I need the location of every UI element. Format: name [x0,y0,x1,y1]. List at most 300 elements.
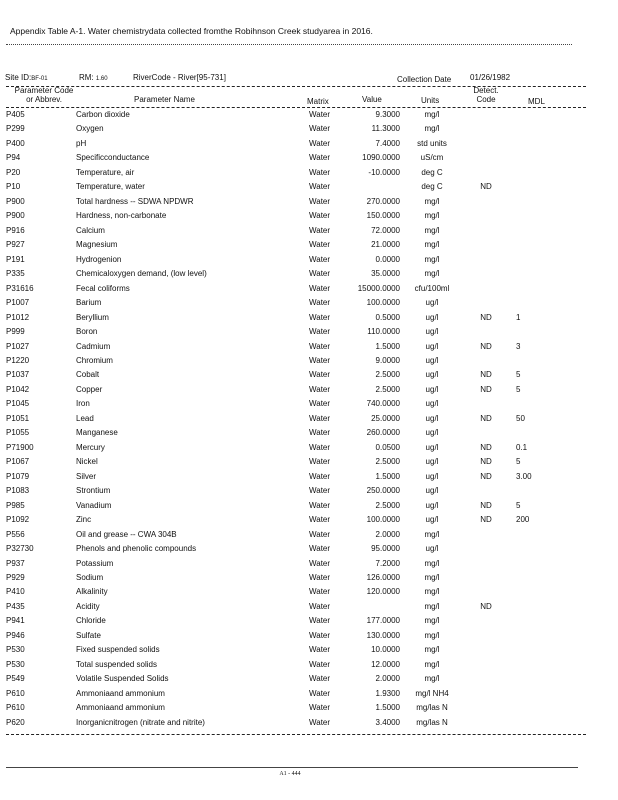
row-value: 250.0000 [366,486,400,496]
header-value: Value [362,95,382,104]
row-units: ug/l [425,413,439,423]
row-value: 2.5000 [375,370,400,380]
site-id [5,73,48,82]
row-param-code: P610 [6,703,25,713]
row-param-code: P1007 [6,298,30,308]
row-matrix: Water [309,341,331,351]
row-param-name: Chromium [76,355,113,365]
row-param-name: Chloride [76,616,106,626]
row-param-code: P1092 [6,515,30,525]
row-param-code: P1042 [6,384,30,394]
row-value: 7.4000 [375,138,400,148]
table-row [0,166,618,180]
row-value: 740.0000 [366,399,400,409]
table-row [0,571,618,585]
row-param-code: P556 [6,529,25,539]
row-units: ug/l [425,399,439,409]
row-matrix: Water [309,587,331,597]
row-units: ug/l [425,312,439,322]
row-detect-code: ND [480,471,492,481]
row-param-name: Temperature, air [76,167,135,177]
header-detect [468,86,504,104]
row-units: mg/l [424,674,440,684]
table-row [0,397,618,411]
title-divider [6,44,572,45]
row-units: ug/l [425,341,439,351]
row-param-name: Sodium [76,573,104,582]
row-matrix: Water [309,312,331,322]
row-units: mg/l [424,254,440,264]
row-param-name: Total hardness -- SDWA NPDWR [76,196,194,206]
footer-rule [6,767,578,768]
row-param-name: Lead [76,413,94,423]
row-units: mg/las N [416,717,448,727]
row-param-name: Cobalt [76,370,100,380]
row-units: ug/l [425,370,439,380]
rm-label: RM: [79,73,94,82]
table-row [0,484,618,498]
row-param-code: P927 [6,240,25,250]
row-matrix: Water [309,515,331,525]
row-matrix: Water [309,167,331,177]
row-value: 15000.0000 [357,283,400,293]
row-matrix: Water [309,196,331,206]
row-units: cfu/100ml [414,283,450,293]
row-matrix: Water [309,616,331,626]
table-row [0,701,618,715]
river-code: RiverCode - River[95-731] [133,73,226,82]
row-units: mg/l [424,630,440,640]
row-value: 11.3000 [371,124,400,134]
row-units: mg/l [424,124,440,134]
row-matrix: Water [309,138,331,148]
row-units: ug/l [425,428,439,438]
row-value: 260.0000 [366,428,400,438]
row-param-code: P435 [6,601,25,611]
row-units: ug/l [425,355,439,365]
row-matrix: Water [309,413,331,423]
row-units: mg/l [424,558,440,568]
row-units: ug/l [425,327,439,337]
row-matrix: Water [309,269,331,279]
row-param-code: P1067 [6,457,30,467]
row-value: 2.0000 [375,674,400,684]
row-param-code: P410 [6,587,25,597]
row-param-name: Ammoniaand ammonium [76,688,165,698]
row-units: ug/l [425,298,439,308]
row-param-code: P10 [6,182,21,192]
collection-date-label: Collection Date [397,75,452,84]
row-param-name: Hardness, non-carbonate [76,211,167,221]
row-param-name: Cadmium [76,341,111,351]
row-param-code: P620 [6,717,25,727]
row-param-code: P900 [6,196,25,206]
row-mdl: 1 [516,312,521,322]
row-matrix: Water [309,211,331,221]
row-value: 2.5000 [375,457,400,467]
header-detect-line2: Code [476,95,496,104]
row-param-code: P335 [6,269,25,279]
row-param-name: Oxygen [76,124,104,134]
row-param-code: P1055 [6,428,30,438]
row-units: mg/l [424,659,440,669]
data-table [0,108,618,730]
row-units: mg/l [424,225,440,235]
rm-value: 1.60 [95,76,108,82]
row-value: 25.0000 [371,413,400,423]
table-row [0,513,618,527]
row-detect-code: ND [480,312,492,322]
table-row [0,643,618,657]
row-param-code: P1027 [6,341,30,351]
row-param-code: P549 [6,674,25,684]
table-row [0,716,618,730]
row-param-code: P900 [6,211,25,221]
table-row [0,585,618,599]
row-value: 2.5000 [375,384,400,394]
row-value: 1.5000 [375,703,400,713]
row-matrix: Water [309,457,331,467]
row-mdl: 5 [516,370,521,380]
row-value: 12.0000 [371,659,400,669]
table-bottom-rule [6,734,586,735]
row-value: 0.0000 [375,254,400,264]
table-row [0,658,618,672]
row-param-code: P937 [6,558,25,568]
row-detect-code: ND [480,601,492,611]
row-value: 0.5000 [375,312,400,322]
row-matrix: Water [309,529,331,539]
row-mdl: 3.00 [516,471,532,481]
row-value: 1090.0000 [362,153,400,163]
row-param-code: P1012 [6,312,30,322]
table-row [0,151,618,165]
row-value: 270.0000 [366,196,400,206]
row-mdl: 50 [516,413,525,423]
row-units: mg/l [424,616,440,626]
row-value: 1.9300 [375,688,400,698]
table-row [0,542,618,556]
row-units: mg/l [424,269,440,279]
row-matrix: Water [309,486,331,496]
row-param-code: P31616 [6,283,34,293]
row-value: 9.3000 [375,110,400,119]
row-units: deg C [421,182,443,192]
row-param-name: Silver [76,471,97,481]
header-param-name: Parameter Name [134,95,195,104]
row-param-name: Iron [76,399,90,409]
row-detect-code: ND [480,341,492,351]
table-row [0,557,618,571]
row-units: ug/l [425,384,439,394]
row-param-name: Beryllium [76,312,109,322]
row-matrix: Water [309,558,331,568]
row-param-name: Mercury [76,442,105,452]
table-row [0,180,618,194]
row-param-name: Calcium [76,225,105,235]
row-value: 177.0000 [366,616,400,626]
header-param-code-line2: or Abbrev. [26,95,62,104]
row-detect-code: ND [480,442,492,452]
row-param-name: Manganese [76,428,118,438]
row-param-code: P530 [6,645,25,655]
row-value: 10.0000 [371,645,400,655]
row-detect-code: ND [480,384,492,394]
row-param-code: P929 [6,573,25,582]
table-row [0,528,618,542]
table-title: Appendix Table A-1. Water chemistrydata collected fromthe Robihnson Creek studyarea in 2016. [10,26,373,36]
row-param-code: P400 [6,138,25,148]
row-units: ug/l [425,442,439,452]
row-value: 150.0000 [366,211,400,221]
row-param-code: P405 [6,110,25,119]
row-param-name: Inorganicnitrogen (nitrate and nitrite) [76,717,205,727]
row-matrix: Water [309,225,331,235]
row-value: 21.0000 [371,240,400,250]
row-value: 3.4000 [375,717,400,727]
row-value: 100.0000 [366,298,400,308]
row-param-code: P20 [6,167,21,177]
row-matrix: Water [309,688,331,698]
table-row [0,629,618,643]
row-units: ug/l [425,500,439,510]
row-param-name: Strontium [76,486,111,496]
row-value: 1.5000 [375,471,400,481]
row-matrix: Water [309,355,331,365]
row-detect-code: ND [480,515,492,525]
row-param-code: P985 [6,500,25,510]
row-matrix: Water [309,110,331,119]
table-row [0,311,618,325]
row-mdl: 5 [516,500,521,510]
row-matrix: Water [309,298,331,308]
row-param-name: Ammoniaand ammonium [76,703,165,713]
row-param-name: Temperature, water [76,182,145,192]
row-units: ug/l [425,486,439,496]
table-row [0,137,618,151]
row-matrix: Water [309,573,331,582]
row-matrix: Water [309,384,331,394]
row-param-name: Hydrogenion [76,254,122,264]
row-value: 126.0000 [366,573,400,582]
row-value: 1.5000 [375,341,400,351]
row-param-code: P1051 [6,413,30,423]
row-param-name: Specificconductance [76,153,150,163]
row-param-code: P32730 [6,544,34,554]
row-value: 2.0000 [375,529,400,539]
row-param-name: Carbon dioxide [76,110,130,119]
row-param-name: Fixed suspended solids [76,645,160,655]
row-param-name: Alkalinity [76,587,108,597]
row-units: mg/l [424,211,440,221]
row-mdl: 0.1 [516,442,528,452]
row-units: mg/l [424,601,440,611]
table-row [0,441,618,455]
row-value: 7.2000 [375,558,400,568]
row-value: 120.0000 [366,587,400,597]
table-row [0,325,618,339]
river-mile [79,73,108,82]
row-param-name: Total suspended solids [76,659,157,669]
row-value: 2.5000 [375,500,400,510]
table-row [0,354,618,368]
row-param-code: P1045 [6,399,30,409]
row-matrix: Water [309,240,331,250]
table-row [0,499,618,513]
row-value: 130.0000 [366,630,400,640]
row-param-name: Barium [76,298,102,308]
row-detect-code: ND [480,370,492,380]
header-param-code-line1: Parameter Code [14,86,74,95]
row-units: mg/las N [416,703,448,713]
table-row [0,296,618,310]
row-matrix: Water [309,327,331,337]
row-param-code: P999 [6,327,25,337]
table-row [0,209,618,223]
table-row [0,412,618,426]
header-units: Units [421,96,440,105]
row-matrix: Water [309,254,331,264]
row-param-name: Zinc [76,515,92,525]
row-mdl: 5 [516,384,521,394]
row-matrix: Water [309,500,331,510]
row-units: mg/l [424,645,440,655]
row-value: 9.0000 [375,355,400,365]
row-units: mg/l [424,240,440,250]
table-row [0,368,618,382]
row-value: 110.0000 [367,327,400,337]
row-units: mg/l [424,529,440,539]
row-param-name: pH [76,138,87,148]
row-value: 0.0500 [375,442,400,452]
row-units: deg C [421,167,443,177]
table-row [0,108,618,122]
row-detect-code: ND [480,500,492,510]
site-id-label: Site ID: [5,73,32,82]
row-matrix: Water [309,674,331,684]
row-units: mg/l [424,110,440,119]
row-matrix: Water [309,399,331,409]
row-param-code: P71900 [6,442,34,452]
row-units: uS/cm [420,153,444,163]
row-param-name: Vanadium [76,500,112,510]
header-detect-line1: Detect. [473,86,499,95]
table-row [0,122,618,136]
row-matrix: Water [309,370,331,380]
row-matrix: Water [309,544,331,554]
row-param-code: P1037 [6,370,30,380]
table-row [0,383,618,397]
row-param-name: Volatile Suspended Solids [76,674,169,684]
row-param-code: P610 [6,688,25,698]
row-units: mg/l NH4 [415,688,449,698]
row-mdl: 200 [516,515,530,525]
row-units: ug/l [425,471,439,481]
row-matrix: Water [309,630,331,640]
row-param-code: P191 [6,254,25,264]
row-param-name: Potassium [76,558,114,568]
row-param-name: Acidity [76,601,100,611]
row-units: mg/l [424,587,440,597]
table-row [0,195,618,209]
row-matrix: Water [309,659,331,669]
row-value: 95.0000 [371,544,400,554]
header-top-rule [6,86,586,87]
row-mdl: 3 [516,341,521,351]
row-matrix: Water [309,601,331,611]
table-row [0,426,618,440]
row-param-name: Sulfate [76,630,101,640]
row-param-code: P1220 [6,355,30,365]
row-detect-code: ND [480,457,492,467]
table-row [0,238,618,252]
row-units: mg/l [424,573,440,582]
row-param-name: Chemicaloxygen demand, (low level) [76,269,207,279]
table-row [0,455,618,469]
row-units: ug/l [425,515,439,525]
collection-date-value: 01/26/1982 [470,73,511,82]
row-param-name: Fecal coliforms [76,283,130,293]
row-param-name: Magnesium [76,240,118,250]
row-detect-code: ND [480,182,492,192]
table-row [0,687,618,701]
table-row [0,470,618,484]
row-param-code: P94 [6,153,21,163]
row-units: mg/l [424,196,440,206]
row-units: std units [417,138,447,148]
row-param-name: Nickel [76,457,98,467]
row-mdl: 5 [516,457,521,467]
site-id-value: BF-01 [31,76,48,82]
table-row [0,224,618,238]
row-units: ug/l [425,457,439,467]
table-row [0,600,618,614]
row-matrix: Water [309,182,331,192]
row-detect-code: ND [480,413,492,423]
row-value: -10.0000 [368,167,400,177]
row-param-code: P916 [6,225,25,235]
row-param-code: P1083 [6,486,30,496]
row-matrix: Water [309,153,331,163]
header-param-code [4,86,84,104]
row-units: ug/l [425,544,439,554]
row-matrix: Water [309,645,331,655]
page-number: A1 - 444 [279,771,301,777]
table-row [0,253,618,267]
row-matrix: Water [309,471,331,481]
table-row [0,672,618,686]
row-matrix: Water [309,717,331,727]
row-matrix: Water [309,283,331,293]
row-matrix: Water [309,428,331,438]
row-param-name: Copper [76,384,103,394]
row-param-code: P941 [6,616,25,626]
table-row [0,282,618,296]
header-mdl: MDL [528,97,545,106]
header-matrix: Matrix [307,97,329,106]
row-value: 100.0000 [366,515,400,525]
table-row [0,614,618,628]
row-param-code: P530 [6,659,25,669]
row-value: 35.0000 [371,269,400,279]
row-value: 72.0000 [371,225,400,235]
row-param-name: Phenols and phenolic compounds [76,544,197,554]
row-param-code: P946 [6,630,25,640]
table-row [0,267,618,281]
row-param-code: P299 [6,124,25,134]
row-param-name: Boron [76,327,98,337]
row-param-name: Oil and grease -- CWA 304B [76,529,177,539]
